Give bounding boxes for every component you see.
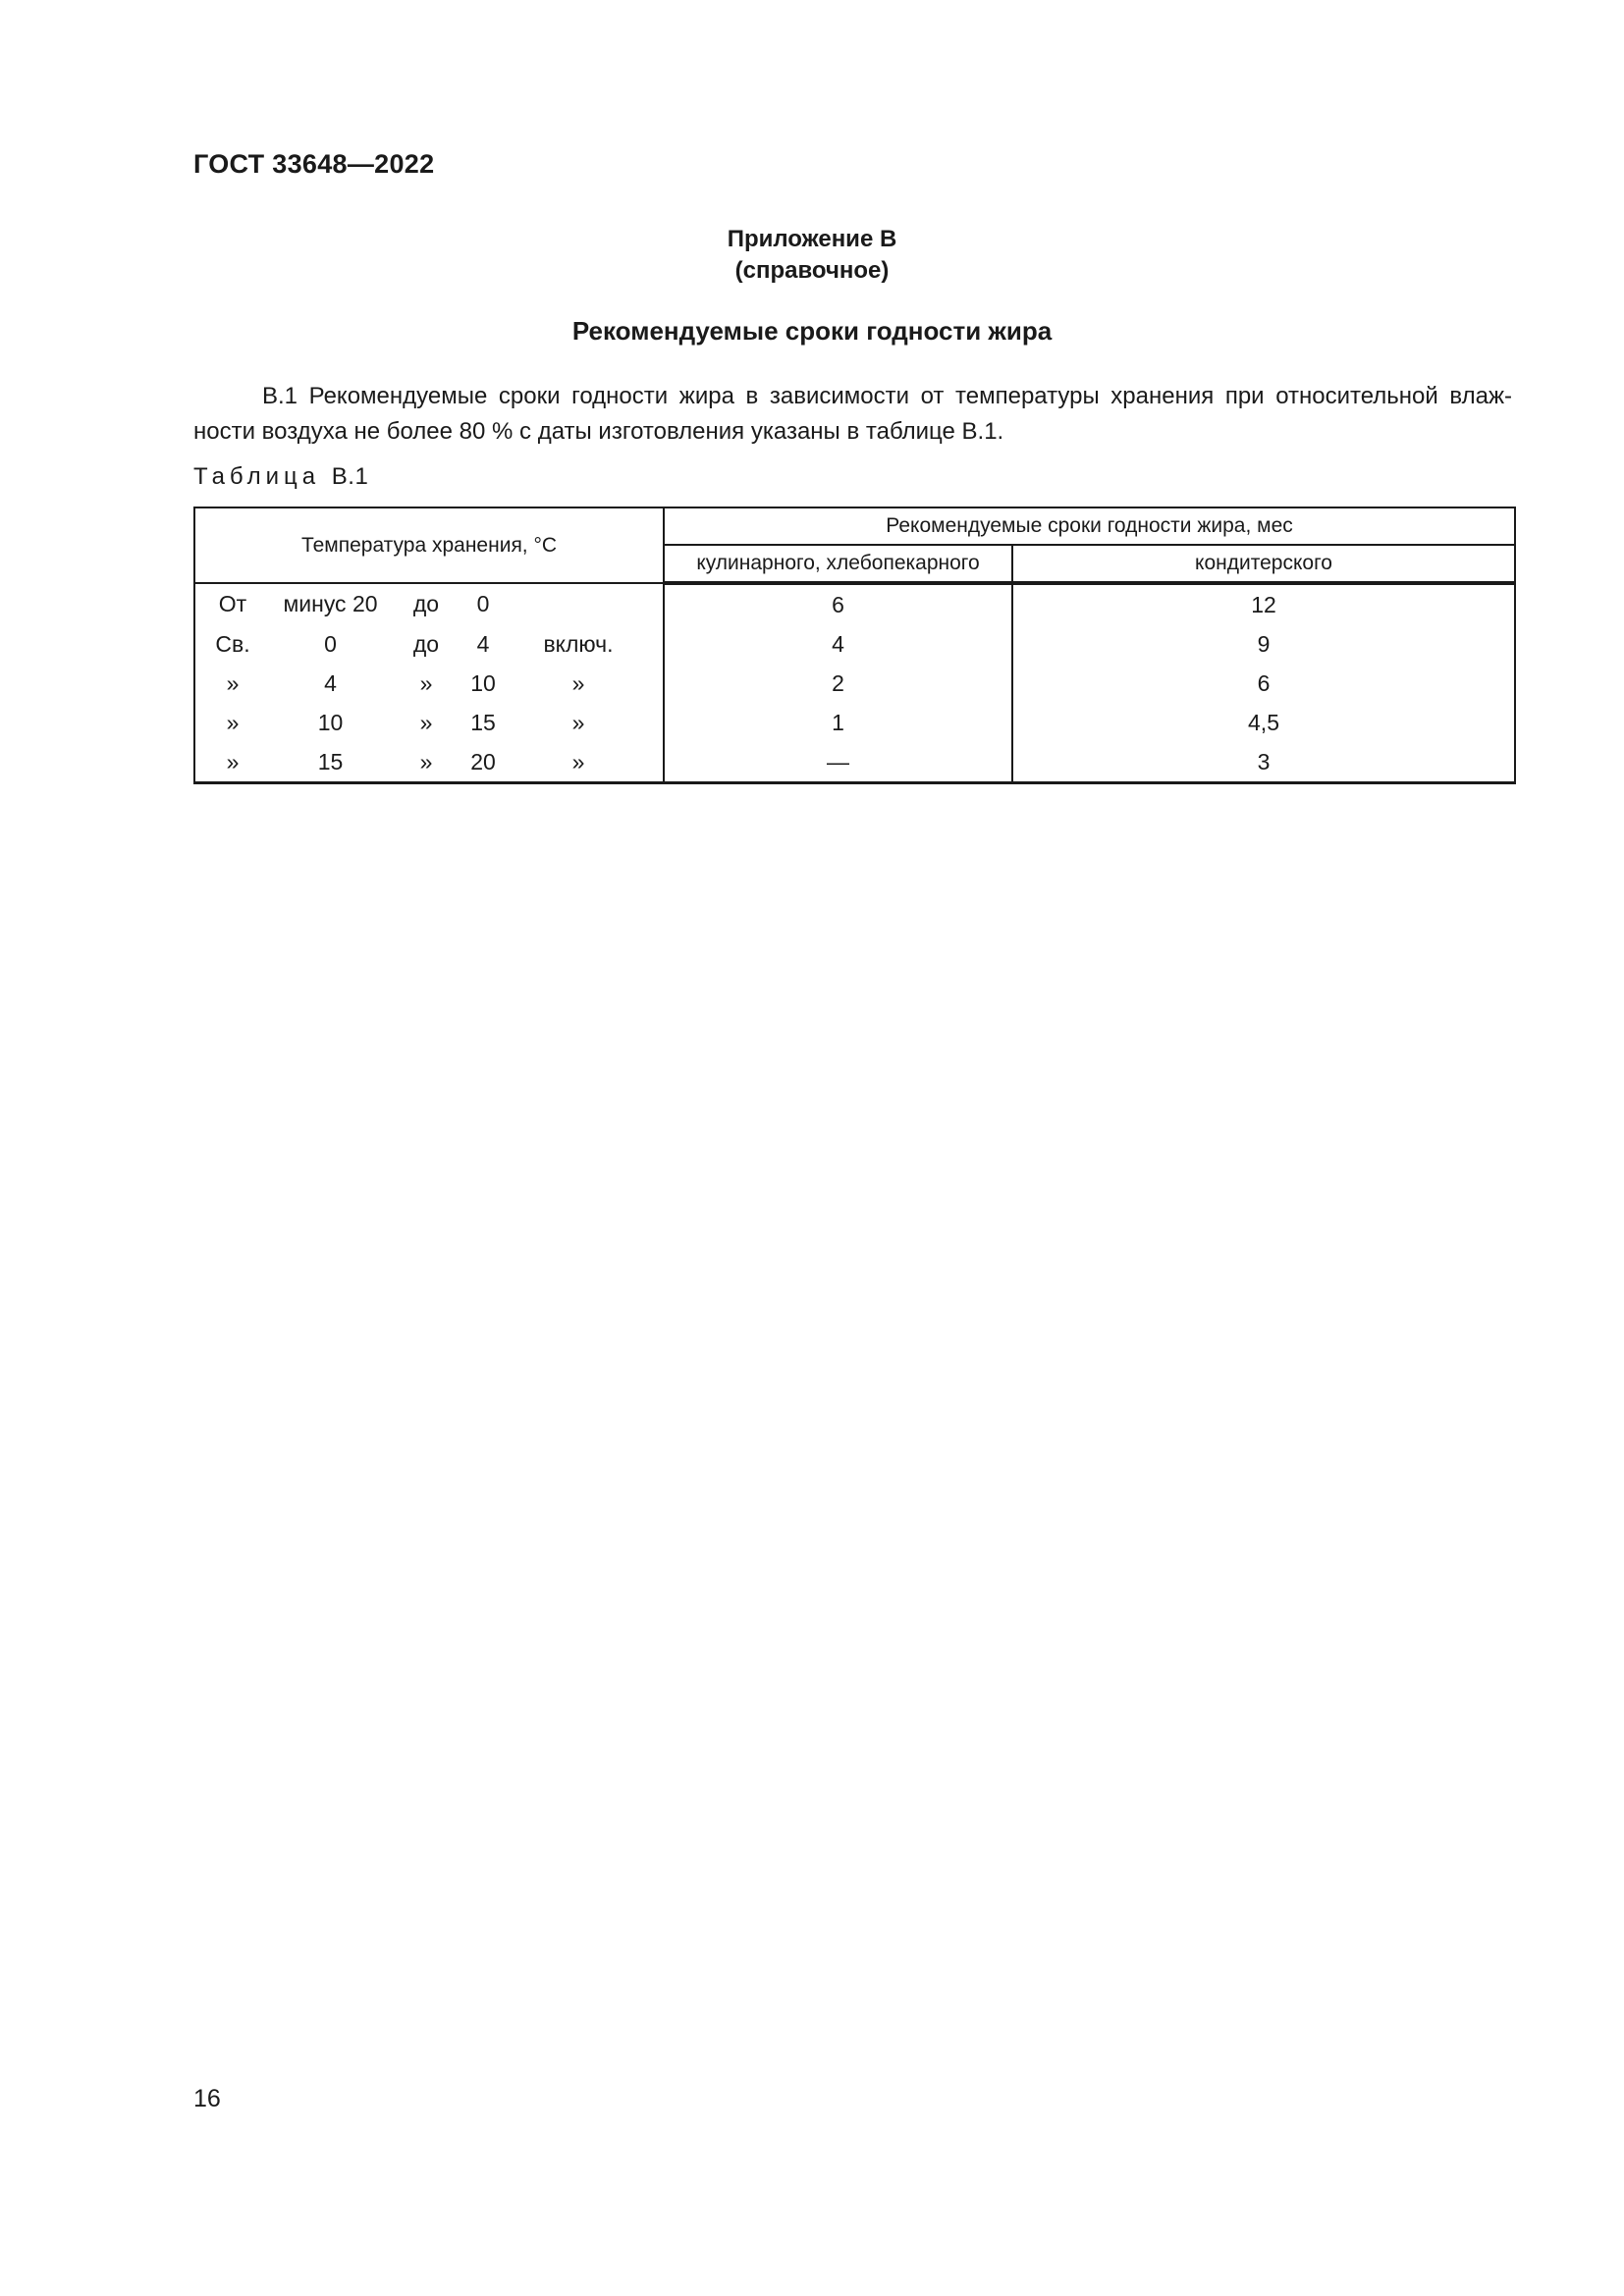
range-from: 10	[317, 710, 344, 735]
shelf-life-table	[193, 507, 1516, 784]
paragraph-line-1: В.1 Рекомендуемые сроки годности жира в зависимости от температуры хранения при относительной влаж-	[262, 383, 1512, 409]
appendix-heading	[0, 224, 1624, 287]
range-from: 4	[324, 670, 337, 696]
table-caption	[193, 463, 368, 491]
culinary-cell: —	[664, 742, 1012, 783]
table-row	[194, 742, 1515, 783]
table-row	[194, 624, 1515, 664]
range-from: 15	[317, 749, 344, 774]
range-prefix: »	[226, 749, 240, 774]
range-to: 10	[470, 670, 496, 696]
culinary-cell: 6	[664, 583, 1012, 624]
temperature-cell	[194, 583, 664, 624]
range-from: 0	[324, 631, 337, 657]
range-suffix	[524, 584, 632, 623]
range-prefix: Св.	[215, 631, 250, 657]
range-to: 4	[476, 631, 490, 657]
range-from: минус 20	[283, 591, 378, 616]
range-prefix: »	[226, 670, 240, 696]
range-connector: до	[412, 591, 440, 616]
confectionery-cell: 12	[1012, 583, 1515, 624]
appendix-type: (справочное)	[734, 257, 890, 284]
header-culinary: кулинарного, хлебопекарного	[664, 545, 1012, 583]
temperature-cell	[194, 624, 664, 664]
range-suffix: »	[571, 670, 585, 696]
temperature-cell	[194, 703, 664, 742]
range-suffix: »	[571, 710, 585, 735]
paragraph-line-2: ности воздуха не более 80 % с даты изготовления указаны в таблице В.1.	[193, 418, 1004, 445]
header-confectionery: кондитерского	[1012, 545, 1515, 583]
range-connector: до	[412, 631, 440, 657]
table-row	[194, 703, 1515, 742]
range-suffix: »	[571, 749, 585, 774]
table-row	[194, 664, 1515, 703]
range-connector: »	[419, 710, 433, 735]
confectionery-cell: 9	[1012, 624, 1515, 664]
confectionery-cell: 6	[1012, 664, 1515, 703]
culinary-cell: 4	[664, 624, 1012, 664]
temperature-cell	[194, 664, 664, 703]
document-code: ГОСТ 33648—2022	[193, 149, 435, 179]
range-to: 20	[470, 749, 496, 774]
temperature-cell	[194, 742, 664, 783]
range-connector: »	[419, 749, 433, 774]
header-shelf-life: Рекомендуемые сроки годности жира, мес	[664, 507, 1515, 545]
culinary-cell: 1	[664, 703, 1012, 742]
culinary-cell: 2	[664, 664, 1012, 703]
table-caption-word: Таблица	[193, 463, 321, 490]
confectionery-cell: 3	[1012, 742, 1515, 783]
range-suffix: включ.	[543, 631, 614, 657]
table-caption-number: В.1	[331, 463, 369, 490]
table-row	[194, 583, 1515, 624]
confectionery-cell: 4,5	[1012, 703, 1515, 742]
page-number: 16	[193, 2085, 221, 2112]
body-paragraph	[193, 379, 1512, 450]
range-prefix: От	[218, 591, 247, 616]
range-prefix: »	[226, 710, 240, 735]
range-to: 0	[476, 591, 490, 616]
range-connector: »	[419, 670, 433, 696]
range-to: 15	[470, 710, 496, 735]
appendix-title: Приложение В	[727, 226, 897, 252]
section-title: Рекомендуемые сроки годности жира	[571, 316, 1053, 346]
header-temperature: Температура хранения, °С	[194, 507, 664, 583]
